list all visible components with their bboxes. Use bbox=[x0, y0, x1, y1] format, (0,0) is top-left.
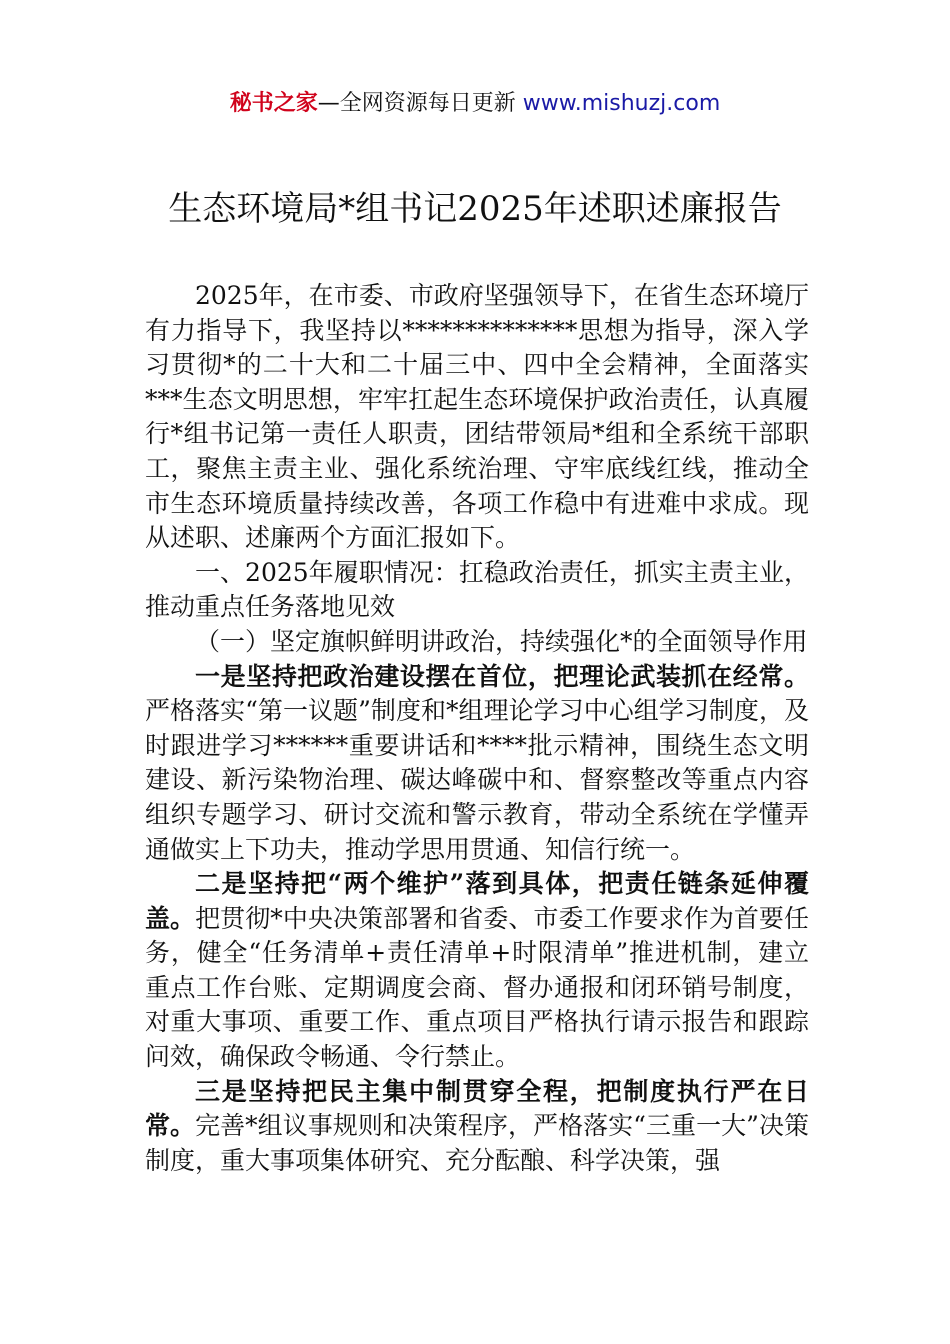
paragraph-point-1 bbox=[145, 660, 809, 868]
paragraph-point-2 bbox=[145, 867, 809, 1075]
paragraph-lead: 三是坚持把民主集中制贯穿全程，把制度执行严在日常。 bbox=[145, 1076, 809, 1141]
paragraph-text: 2025年，在市委、市政府坚强领导下，在省生态环境厅有力指导下，我坚持以**************思想为指导，深入学习贯彻*的二十大和二十届三中、四中全会精神，全面落实***生态文明思想，牢牢扛起生态环境保护政治责任，认真履行*组书记第一责任人职责，团结带领局*组和全系统干部职工，聚焦主责主业、强化系统治理、守牢底线红线，推动全市生态环境质量持续改善，各项工作稳中有进难中求成。现从述职、述廉两个方面汇报如下。 bbox=[145, 281, 809, 553]
site-header bbox=[0, 86, 950, 122]
paragraph-intro bbox=[145, 279, 809, 556]
site-url-link[interactable]: www.mishuzj.com bbox=[522, 91, 721, 116]
document-title: 生态环境局*组书记2025年述职述廉报告 bbox=[168, 189, 782, 229]
paragraph-lead: 一是坚持把政治建设摆在首位，把理论武装抓在经常。 bbox=[195, 661, 809, 691]
brand-name: 秘书之家 bbox=[229, 91, 318, 116]
paragraph-text: 完善*组议事规则和决策程序，严格落实“三重一大”决策制度，重大事项集体研究、充分酝酿、科学决策，强 bbox=[145, 1111, 809, 1175]
paragraph-lead: 二是坚持把“两个维护”落到具体，把责任链条延伸覆盖。 bbox=[145, 869, 809, 933]
paragraph-text: 把贯彻*中央决策部署和省委、市委工作要求作为首要任务，健全“任务清单+责任清单+时限清单”推进机制，建立重点工作台账、定期调度会商、督办通报和闭环销号制度，对重大事项、重要工作、重点项目严格执行请示报告和跟踪问效，确保政令畅通、令行禁止。 bbox=[145, 903, 809, 1072]
header-tagline: —全网资源每日更新 bbox=[317, 91, 516, 116]
paragraph-text: 一、2025年履职情况：扛稳政治责任，抓实主责主业，推动重点任务落地见效 bbox=[145, 557, 809, 622]
heading-section-1 bbox=[145, 556, 809, 625]
document-body bbox=[145, 279, 809, 1178]
paragraph-text: 严格落实“第一议题”制度和*组理论学习中心组学习制度，及时跟进学习******重要讲话和****批示精神，围绕生态文明建设、新污染物治理、碳达峰碳中和、督察整改等重点内容组织专题学习、研讨交流和警示教育，带动全系统在学懂弄通做实上下功夫，推动学思用贯通、知信行统一。 bbox=[145, 696, 809, 864]
paragraph-point-3 bbox=[145, 1075, 809, 1179]
paragraph-text: （一）坚定旗帜鲜明讲政治，持续强化*的全面领导作用 bbox=[195, 626, 808, 656]
heading-subsection-1 bbox=[145, 625, 809, 660]
